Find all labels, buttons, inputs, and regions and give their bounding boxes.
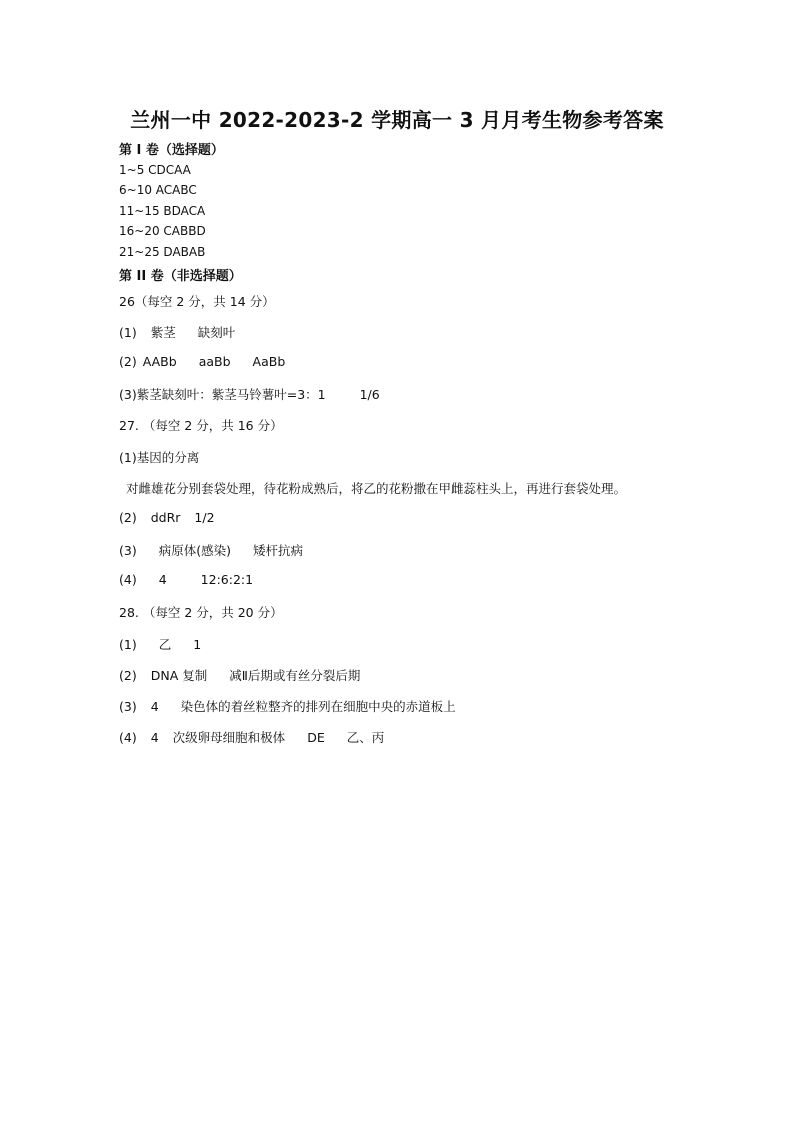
q27-3-v2: 矮杆抗病 bbox=[252, 543, 303, 558]
part1-heading: 第 I 卷（选择题） bbox=[119, 143, 224, 158]
q28-1-num: (1) bbox=[119, 637, 137, 652]
q28-4-v1: 4 bbox=[150, 730, 159, 745]
q26-3-v1: 紫茎缺刻叶：紫茎马铃薯叶=3：1 bbox=[136, 387, 326, 402]
q27-2-num: (2) bbox=[119, 510, 137, 525]
q28-2-v1: DNA 复制 bbox=[150, 668, 208, 683]
q27-heading: 27. （每空 2 分，共 16 分） bbox=[119, 418, 283, 433]
q26-answer-1 bbox=[119, 323, 235, 341]
q28-heading: 28. （每空 2 分，共 20 分） bbox=[119, 605, 283, 620]
q28-3-v2: 染色体的着丝粒整齐的排列在细胞中央的赤道板上 bbox=[180, 699, 456, 714]
q28-1-v2: 1 bbox=[193, 637, 202, 652]
q28-4-v4: 乙、丙 bbox=[346, 730, 385, 745]
q26-answer-3 bbox=[119, 385, 380, 403]
q26-2-num: (2) bbox=[119, 354, 137, 369]
q27-3-num: (3) bbox=[119, 543, 137, 558]
answer-row-11-15: 11~15 BDACA bbox=[119, 204, 206, 218]
q26-answer-2 bbox=[119, 354, 285, 369]
answer-row-21-25: 21~25 DABAB bbox=[119, 245, 206, 259]
q27-answer-4 bbox=[119, 572, 253, 587]
q28-answer-1 bbox=[119, 635, 201, 653]
q27-2-v1: ddRr bbox=[150, 510, 181, 525]
q28-answer-4 bbox=[119, 728, 384, 746]
q26-3-v2: 1/6 bbox=[359, 387, 380, 402]
q27-1-v1: 基因的分离 bbox=[136, 450, 200, 465]
q26-heading: 26（每空 2 分，共 14 分） bbox=[119, 294, 275, 309]
q27-3-v1: 病原体(感染) bbox=[158, 543, 231, 558]
q26-2-v1: AABb bbox=[142, 354, 177, 369]
q28-4-v2: 次级卵母细胞和极体 bbox=[172, 730, 286, 745]
q27-2-v2: 1/2 bbox=[194, 510, 215, 525]
q26-1-v2: 缺刻叶 bbox=[197, 325, 236, 340]
q27-answer-2 bbox=[119, 510, 215, 525]
answer-row-16-20: 16~20 CABBD bbox=[119, 224, 206, 238]
q28-4-num: (4) bbox=[119, 730, 137, 745]
q27-1-num: (1) bbox=[119, 450, 137, 465]
q27-4-num: (4) bbox=[119, 572, 137, 587]
q28-answer-2 bbox=[119, 666, 360, 684]
q26-1-v1: 紫茎 bbox=[150, 325, 176, 340]
q26-2-v3: AaBb bbox=[252, 354, 286, 369]
q28-3-v1: 4 bbox=[150, 699, 159, 714]
q28-3-num: (3) bbox=[119, 699, 137, 714]
q28-2-v2: 减Ⅱ后期或有丝分裂后期 bbox=[229, 668, 361, 683]
q26-2-v2: aaBb bbox=[198, 354, 231, 369]
q28-answer-3 bbox=[119, 697, 456, 715]
q27-4-v1: 4 bbox=[158, 572, 167, 587]
q27-answer-3 bbox=[119, 541, 303, 559]
q27-4-v2: 12:6:2:1 bbox=[200, 572, 254, 587]
q28-2-num: (2) bbox=[119, 668, 137, 683]
part2-heading: 第 II 卷（非选择题） bbox=[119, 269, 242, 284]
answer-row-1-5: 1~5 CDCAA bbox=[119, 163, 191, 177]
q26-3-num: (3) bbox=[119, 387, 137, 402]
q26-1-num: (1) bbox=[119, 325, 137, 340]
answer-row-6-10: 6~10 ACABC bbox=[119, 183, 197, 197]
document-title: 兰州一中 2022-2023-2 学期高一 3 月月考生物参考答案 bbox=[130, 108, 664, 132]
q27-answer-1-text: 对雌雄花分别套袋处理，待花粉成熟后，将乙的花粉撒在甲雌蕊柱头上，再进行套袋处理。 bbox=[126, 481, 627, 496]
q28-4-v3: DE bbox=[307, 730, 325, 745]
q27-answer-1 bbox=[119, 448, 199, 466]
q28-1-v1: 乙 bbox=[158, 637, 172, 652]
